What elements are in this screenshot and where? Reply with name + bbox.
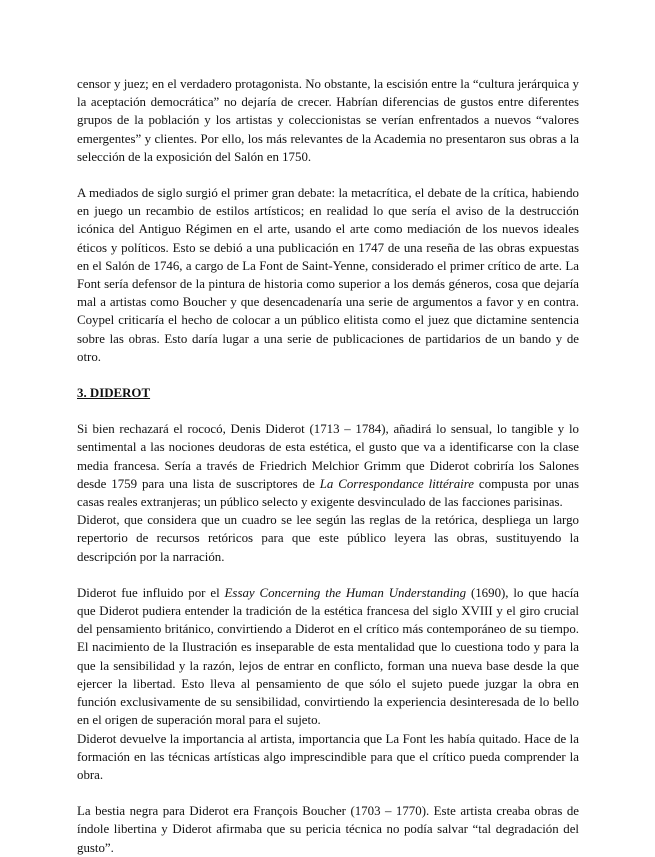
paragraph-diderot-retorica: Diderot, que considera que un cuadro se lee según las reglas de la retórica, despliega un largo repertorio de recursos retóricos para que este público leyera las obras, sustituyendo la descripción por la narración. (77, 513, 579, 564)
paragraph-gap (77, 566, 579, 584)
paragraph-diderot-rococo (77, 420, 579, 511)
paragraph-metacritica: A mediados de siglo surgió el primer gran debate: la metacrítica, el debate de la crítica, habiendo en juego un recambio de estilos artísticos; en realidad lo que sería el aviso de la destrucción icónica del Antiguo Régimen en el arte, usando el arte como mediación de los nuevos ideales éticos y políticos. Esto se debió a una publicación en 1747 de una reseña de las obras expuestas en el Salón de 1746, a cargo de La Font de Saint-Yenne, considerado el primer crítico de arte. La Font sería defensor de la pintura de historia como superior a los demás géneros, cosa que dejaría mal a artistas como Boucher y que desencadenaría una serie de argumentos a favor y en contra. Coypel criticaría el hecho de colocar a un público elitista como el juez que dictamine sentencia sobre las obras. Esto daría lugar a una serie de publicaciones de partidarios de un bando y de otro. (77, 186, 579, 364)
text-run: Si bien rechazará el rococó, Denis Diderot (1713 – 1784), añadirá lo sensual, lo tangible y lo sentimental a las nociones deudoras de esta estética, el gusto que va a identificarse con la clase media francesa. Sería a través de Friedrich Melchior Grimm que Diderot cobriría los Salones desde 1759 para una lista de suscriptores de (77, 422, 579, 491)
italic-title: Essay Concerning the Human Understanding (224, 585, 467, 600)
page-content (77, 75, 579, 857)
paragraph-gap (77, 366, 579, 384)
paragraph-gap (77, 402, 579, 420)
paragraph-diderot-artista: Diderot devuelve la importancia al artista, importancia que La Font les había quitado. Hace de la formación en las técnicas artísticas algo imprescindible para que el crítico pueda comprender la obra. (77, 731, 579, 782)
paragraph-boucher: La bestia negra para Diderot era François Boucher (1703 – 1770). Este artista creaba obras de índole libertina y Diderot afirmaba que su pericia técnica no podía salvar “tal degradación del gusto”. (77, 804, 579, 855)
text-run: (1690), lo que hacía que Diderot pudiera entender la tradición de la estética francesa del siglo XVIII y el giro crucial del pensamiento británico, convirtiendo a Diderot en el crítico más contemporáneo de su tiempo. El nacimiento de la Ilustración es inseparable de esta mentalidad que lo cuestiona todo y para la que la sensibilidad y la razón, lejos de entrar en conflicto, forman una nueva base desde la que ejercer la libertad. Esto lleva al pensamiento de que sólo el sujeto puede juzgar la obra en función exclusivamente de su sensibilidad, convirtiendo la experiencia desinteresada de lo bello en el origen de superación moral para el sujeto. (77, 585, 579, 728)
italic-title: La Correspondance littéraire (319, 476, 474, 491)
text-run: compusta por unas casas reales extranjeras; un público selecto y exigente desvinculado de las facciones parisinas. (77, 476, 579, 510)
section-heading-diderot: 3. DIDEROT (77, 386, 151, 401)
paragraph-diderot-influencia (77, 584, 579, 730)
text-run: Diderot fue influido por el (77, 585, 225, 600)
paragraph-gap (77, 784, 579, 802)
paragraph-salon-1750: censor y juez; en el verdadero protagonista. No obstante, la escisión entre la “cultura jerárquica y la aceptación democrática” no dejaría de crecer. Habrían diferencias de gustos entre diferentes grupos de la población y los artistas y coleccionistas se verían enfrentados a nuevos “valores emergentes” y clientes. Por ello, los más relevantes de la Academia no presentaron sus obras a la selección de la exposición del Salón en 1750. (77, 77, 579, 164)
paragraph-gap (77, 166, 579, 184)
